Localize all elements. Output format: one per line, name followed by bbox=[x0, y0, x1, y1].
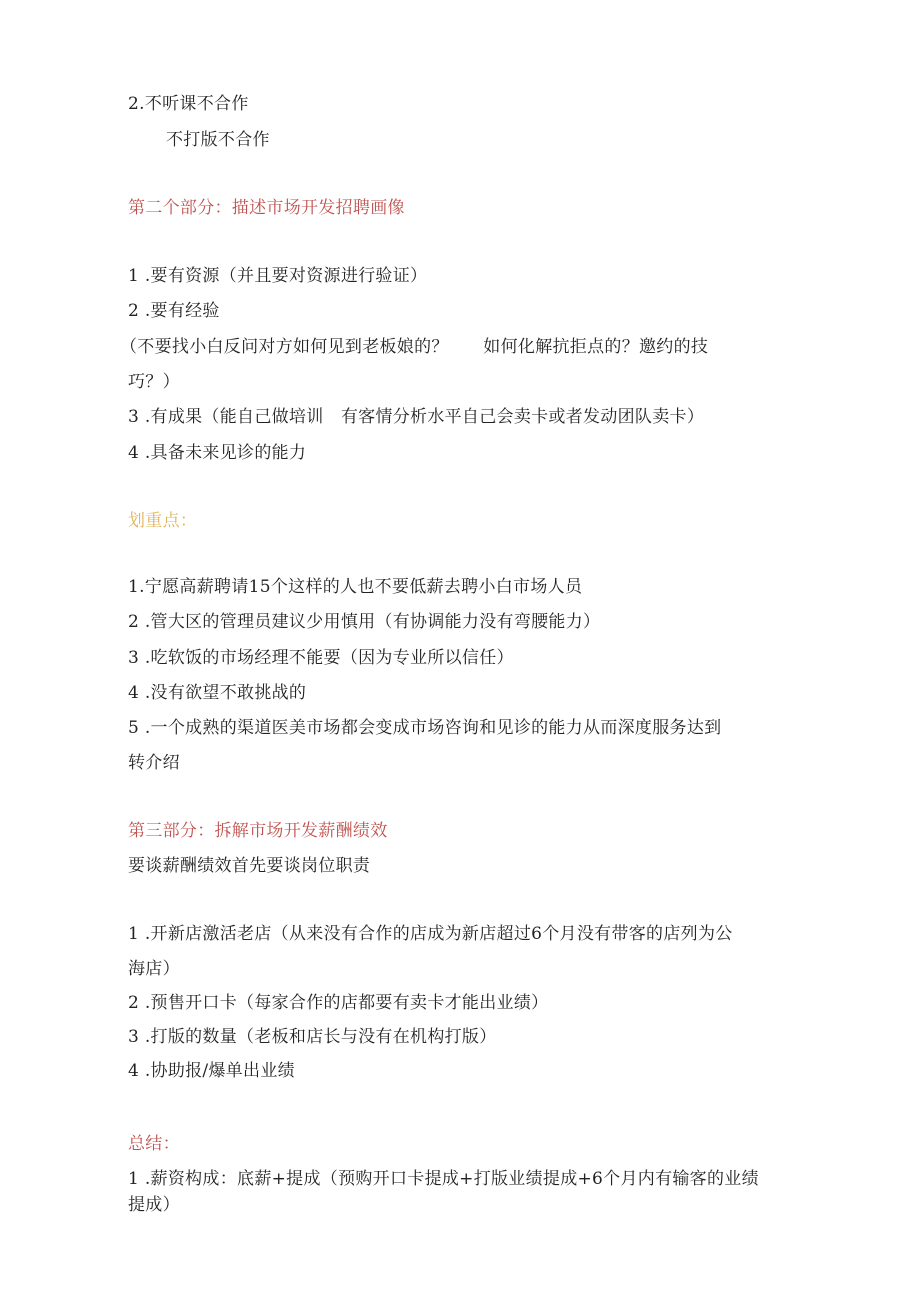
part3-item-1-cont: 海店） bbox=[128, 959, 180, 979]
highlights-item-5: 5 .一个成熟的渠道医美市场都会变成市场咨询和见诊的能力从而深度服务达到 bbox=[128, 718, 722, 738]
part3-item-4: 4 .协助报/爆单出业绩 bbox=[128, 1061, 295, 1081]
part3-heading: 第三部分：拆解市场开发薪酬绩效 bbox=[128, 821, 388, 841]
highlights-item-3: 3 .吃软饭的市场经理不能要（因为专业所以信任） bbox=[128, 648, 514, 668]
intro-line-2: 不打版不合作 bbox=[166, 130, 270, 150]
part2-item-3: 3 .有成果（能自己做培训 有客情分析水平自己会卖卡或者发动团队卖卡） bbox=[128, 407, 705, 427]
part2-item-2-note-cont: 巧？） bbox=[128, 372, 180, 392]
highlights-item-4: 4 .没有欲望不敢挑战的 bbox=[128, 683, 307, 703]
part3-item-2: 2 .预售开口卡（每家合作的店都要有卖卡才能出业绩） bbox=[128, 993, 549, 1013]
intro-line-1: 2.不听课不合作 bbox=[128, 94, 249, 114]
part2-item-1: 1 .要有资源（并且要对资源进行验证） bbox=[128, 266, 428, 286]
summary-item-1-cont: 提成） bbox=[128, 1195, 180, 1215]
part2-item-2: 2 .要有经验 bbox=[128, 301, 220, 321]
part2-item-2-note: （不要找小白反问对方如何见到老板娘的？ 如何化解抗拒点的？邀约的技 bbox=[120, 337, 709, 357]
highlights-item-2: 2 .管大区的管理员建议少用慎用（有协调能力没有弯腰能力） bbox=[128, 612, 601, 632]
part2-item-4: 4 .具备未来见诊的能力 bbox=[128, 443, 307, 463]
summary-heading: 总结： bbox=[128, 1134, 180, 1154]
highlights-heading: 划重点： bbox=[128, 511, 198, 531]
highlights-item-1: 1.宁愿高薪聘请15个这样的人也不要低薪去聘小白市场人员 bbox=[128, 577, 583, 597]
highlights-item-5-cont: 转介绍 bbox=[128, 753, 180, 773]
part2-heading: 第二个部分：描述市场开发招聘画像 bbox=[128, 198, 405, 218]
part3-item-3: 3 .打版的数量（老板和店长与没有在机构打版） bbox=[128, 1027, 497, 1047]
part3-subtitle: 要谈薪酬绩效首先要谈岗位职责 bbox=[128, 856, 371, 876]
part3-item-1: 1 .开新店激活老店（从来没有合作的店成为新店超过6个月没有带客的店列为公 bbox=[128, 924, 733, 944]
summary-item-1: 1 .薪资构成：底薪+提成（预购开口卡提成+打版业绩提成+6个月内有输客的业绩 bbox=[128, 1169, 759, 1189]
